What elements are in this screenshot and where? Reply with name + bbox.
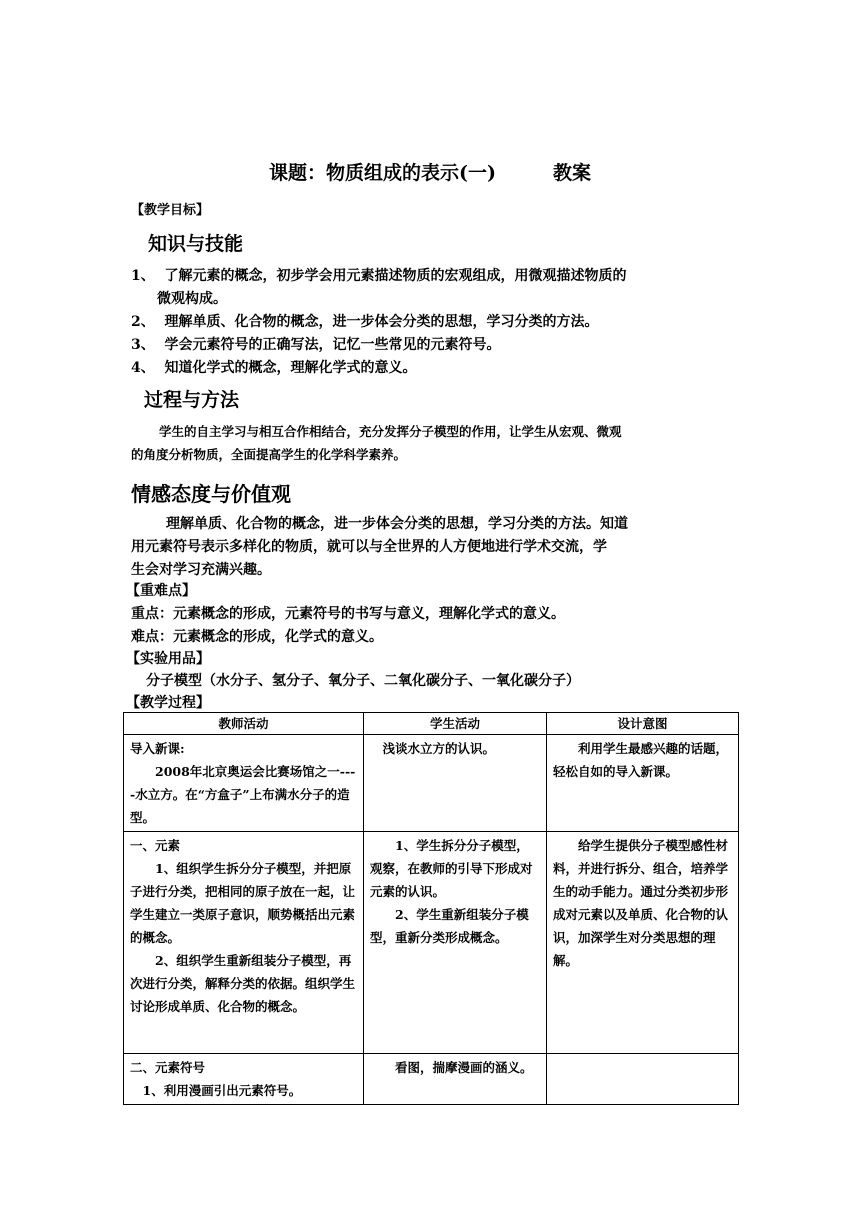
attitude-line-1: 理解单质、化合物的概念，进一步体会分类的思想，学习分类的方法。知道: [166, 516, 628, 532]
row-title: 导入新课:: [130, 741, 185, 756]
difficulty-heading: 【重难点】: [126, 583, 196, 599]
attitude-line-3: 生会对学习充满兴趣。: [131, 562, 271, 578]
table-header-row: [124, 713, 739, 735]
column-header-teacher: 教师活动: [124, 713, 364, 735]
design-text: 给学生提供分子模型感性材料，并进行拆分、组合，培养学生的动手能力。通过分类初步形成对元素以及单质、化合物的认识，加深学生对分类思想的理解。: [553, 838, 729, 968]
objectives-heading: 【教学目标】: [131, 203, 210, 218]
attitude-line-2: 用元素符号表示多样化的物质，就可以与全世界的人方便地进行学术交流，学: [131, 539, 607, 555]
knowledge-item-3: [131, 334, 501, 354]
student-text: 1、学生拆分分子模型，观察，在教师的引导下形成对元素的认识。: [370, 838, 533, 899]
table-row: [124, 1054, 739, 1105]
materials-text: 分子模型（水分子、氢分子、氧分子、二氧化碳分子、一氧化碳分子）: [146, 673, 580, 689]
student-cell: [364, 1054, 547, 1105]
table-row: [124, 735, 739, 832]
student-cell: [364, 832, 547, 1054]
knowledge-item-1-continued: 微观构成。: [157, 291, 227, 307]
teaching-process-heading: 【教学过程】: [126, 695, 210, 711]
teacher-cell: [124, 832, 364, 1054]
teacher-cell: [124, 1054, 364, 1105]
materials-heading: 【实验用品】: [126, 651, 210, 667]
column-header-student: 学生活动: [364, 713, 547, 735]
teacher-cell: [124, 735, 364, 832]
teaching-process-table: [123, 712, 739, 1105]
knowledge-item-1: [131, 265, 627, 285]
process-heading: 过程与方法: [144, 389, 240, 411]
design-cell: [547, 1054, 739, 1105]
column-header-design: 设计意图: [547, 713, 739, 735]
item-number: 1、: [131, 268, 155, 284]
key-point: 重点：元素概念的形成，元素符号的书写与意义，理解化学式的意义。: [131, 606, 565, 622]
item-text: 了解元素的概念，初步学会用元素描述物质的宏观组成，用微观描述物质的: [164, 268, 627, 284]
knowledge-heading: 知识与技能: [148, 233, 244, 255]
process-line-1: 学生的自主学习与相互合作相结合，充分发挥分子模型的作用，让学生从宏观、微观: [159, 424, 622, 439]
teacher-text: 2、组织学生重新组装分子模型，再次进行分类，解释分类的依据。组织学生讨论形成单质、化合物的概念。: [130, 953, 356, 1014]
knowledge-item-4: [131, 357, 417, 377]
teacher-text: 2008年北京奥运会比赛场馆之一----水立方。在“方盒子”上布满水分子的造型。: [130, 764, 356, 825]
item-text: 知道化学式的概念，理解化学式的意义。: [164, 360, 417, 376]
student-text: 2、学生重新组装分子模型，重新分类形成概念。: [370, 907, 529, 945]
row-title: 二、元素符号: [130, 1060, 206, 1075]
item-text: 理解单质、化合物的概念，进一步体会分类的思想，学习分类的方法。: [164, 314, 599, 330]
process-line-2: 的角度分析物质，全面提高学生的化学科学素养。: [131, 447, 407, 462]
difficult-point: 难点：元素概念的形成，化学式的意义。: [131, 629, 383, 645]
knowledge-item-2: [131, 311, 599, 331]
student-text: 浅谈水立方的认识。: [382, 741, 496, 756]
row-title: 一、元素: [130, 838, 181, 853]
teacher-text: 1、利用漫画引出元素符号。: [142, 1083, 302, 1098]
student-text: 看图，揣摩漫画的涵义。: [395, 1060, 533, 1075]
item-number: 2、: [131, 314, 155, 330]
attitude-heading: 情感态度与价值观: [131, 482, 291, 506]
item-number: 3、: [131, 337, 155, 353]
item-text: 学会元素符号的正确写法，记忆一些常见的元素符号。: [164, 337, 501, 353]
item-number: 4、: [131, 360, 155, 376]
page-title: 课题：物质组成的表示(一) 教案: [269, 162, 591, 184]
design-text: 利用学生最感兴趣的话题，轻松自如的导入新课。: [553, 741, 729, 779]
teacher-text: 1、组织学生拆分分子模型，并把原子进行分类，把相同的原子放在一起，让学生建立一类原子意识，顺势概括出元素的概念。: [130, 861, 356, 945]
design-cell: [547, 735, 739, 832]
design-cell: [547, 832, 739, 1054]
student-cell: [364, 735, 547, 832]
table-row: [124, 832, 739, 1054]
